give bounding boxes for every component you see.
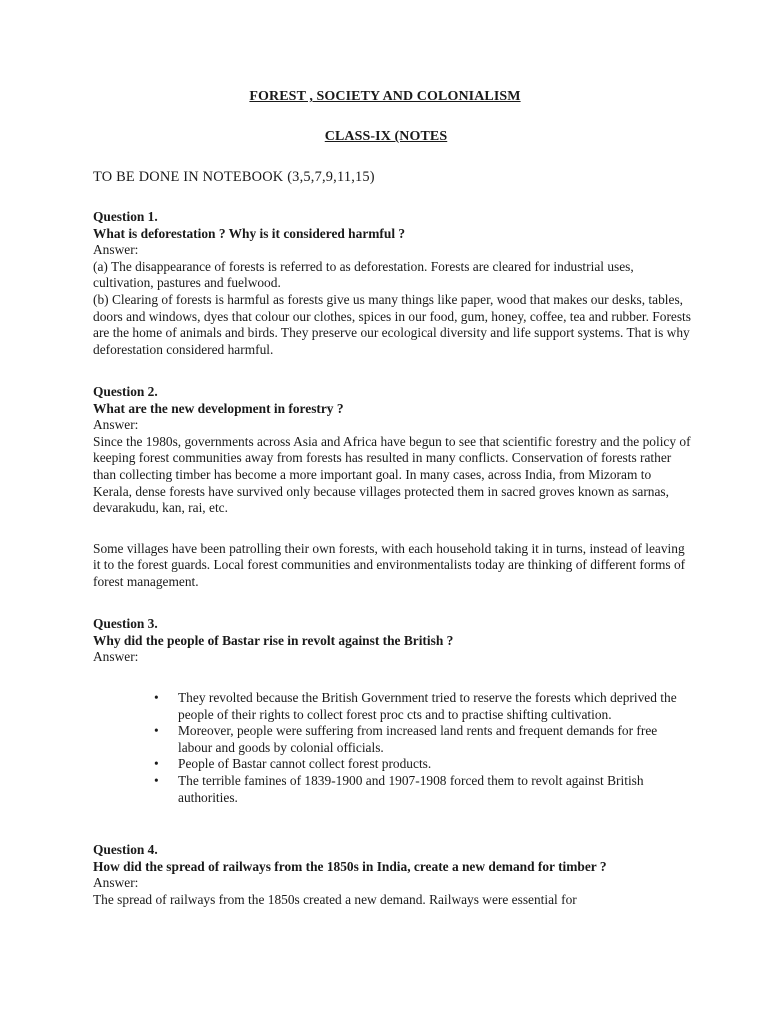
list-item-text: Moreover, people were suffering from increased land rents and frequent demands for free labour and goods by colonial officials. bbox=[178, 723, 658, 755]
question-text: What is deforestation ? Why is it considered harmful ? bbox=[93, 225, 406, 241]
bullet-icon: • bbox=[154, 723, 159, 739]
question-number: Question 2. bbox=[93, 384, 158, 399]
list-item bbox=[148, 723, 688, 756]
list-item-text: The terrible famines of 1839-1900 and 1907-1908 forced them to revolt against British authorities. bbox=[178, 772, 644, 805]
answer-label: Answer: bbox=[93, 875, 139, 891]
question-3 bbox=[93, 616, 693, 666]
list-item bbox=[148, 773, 688, 806]
list-item-text: They revolted because the British Government tried to reserve the forests which deprived the people of their rights to collect forest proc cts and to practise shifting cultivation. bbox=[178, 690, 677, 722]
answer-paragraph: Since the 1980s, governments across Asia and Africa have begun to see that scientific forestry and the policy of keeping forest communities away from forests has resulted in many conflicts. Conservation of forests rather than collecting timber has become a more important goal. In many cases, across India, from Mizoram to Kerala, dense forests have survived only because villages protected them in sacred groves known as sarnas, devarakudu, kan, rai, etc. bbox=[93, 433, 691, 516]
question-4 bbox=[93, 842, 693, 908]
bullet-icon: • bbox=[154, 756, 159, 772]
question-text: What are the new development in forestry ? bbox=[93, 400, 344, 416]
answer-label: Answer: bbox=[93, 242, 139, 258]
answer-paragraph: (a) The disappearance of forests is referred to as deforestation. Forests are cleared for industrial uses, cultivation, pastures and fuelwood. bbox=[93, 258, 634, 291]
list-item bbox=[148, 690, 688, 723]
question-1 bbox=[93, 209, 693, 358]
question-text: Why did the people of Bastar rise in revolt against the British ? bbox=[93, 632, 454, 648]
question-number: Question 1. bbox=[93, 209, 158, 224]
document-subtitle: CLASS-IX (NOTES bbox=[324, 129, 448, 144]
answer-paragraph: The spread of railways from the 1850s created a new demand. Railways were essential for bbox=[93, 891, 577, 907]
answer-paragraph: Some villages have been patrolling their own forests, with each household taking it in turns, instead of leaving it to the forest guards. Local forest communities and environmentalists today are thinking of different forms of forest management. bbox=[93, 540, 686, 589]
question-2 bbox=[93, 384, 693, 591]
paragraph-gap bbox=[93, 517, 693, 541]
bullet-icon: • bbox=[154, 772, 159, 788]
answer-label: Answer: bbox=[93, 649, 139, 665]
question-number: Question 4. bbox=[93, 842, 158, 857]
list-item bbox=[148, 756, 688, 773]
answer-bullet-list bbox=[148, 690, 688, 806]
list-item-text: People of Bastar cannot collect forest products. bbox=[178, 756, 432, 772]
answer-paragraph: (b) Clearing of forests is harmful as forests give us many things like paper, wood that makes our desks, tables, doors and windows, dyes that colour our clothes, spices in our food, gum, honey, coffee, tea and rubber. Forests are the home of animals and birds. They preserve our ecological diversity and life support systems. That is why deforestation considered harmful. bbox=[93, 291, 691, 357]
document-title: FOREST , SOCIETY AND COLONIALISM bbox=[249, 89, 521, 104]
instruction-line: TO BE DONE IN NOTEBOOK (3,5,7,9,11,15) bbox=[93, 169, 375, 185]
bullet-icon: • bbox=[154, 690, 159, 705]
answer-label: Answer: bbox=[93, 417, 139, 433]
question-number: Question 3. bbox=[93, 616, 158, 631]
question-text: How did the spread of railways from the 1850s in India, create a new demand for timber ? bbox=[93, 858, 607, 874]
